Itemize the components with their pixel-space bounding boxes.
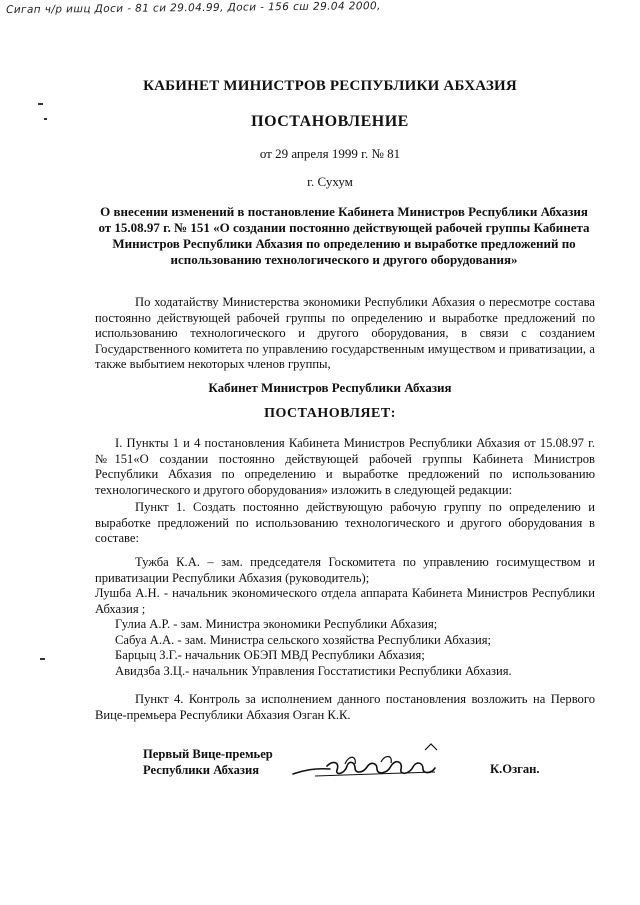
document-type: ПОСТАНОВЛЕНИЕ (251, 113, 409, 130)
position-line: Первый Вице-премьер (143, 747, 273, 761)
position-line: Республики Абхазия (143, 763, 260, 777)
item-1-paragraph (95, 436, 595, 498)
date-number: от 29 апреля 1999 г. № 81 (259, 146, 401, 161)
point-4-text: Пункт 4. Контроль за исполнением данного постановления возложить на Первого Вице-премьера Республики Абхазия Озган К.К. (95, 692, 595, 722)
member-item: Авидзба З.Ц.- начальник Управления Госстатистики Республики Абхазия. (115, 663, 512, 678)
point-1-paragraph (95, 500, 595, 547)
handwritten-note: Сигап ч/р ишц Доси - 81 си 29.04.99, Доси - 156 сш 29.04 2000, (6, 0, 381, 16)
subject-line: использованию технологического и другого оборудования» (170, 252, 518, 267)
subject-line: от 15.08.97 г. № 151 «О создании постоянно действующей рабочей группы Кабинета (98, 220, 590, 235)
point-4-paragraph (95, 692, 595, 723)
city: г. Сухум (307, 174, 353, 189)
subject-line: О внесении изменений в постановление Кабинета Министров Республики Абхазия (100, 204, 588, 219)
preamble-paragraph (95, 295, 595, 373)
margin-mark (40, 658, 45, 660)
member-item: Тужба К.А. – зам. председателя Госкомитета по управлению госимуществом и приватизации Республики Абхазия (руководитель); (95, 555, 595, 585)
point-1-text: Пункт 1. Создать постоянно действующую рабочую группу по определению и выработке предложений по использованию технологического и другого оборудования в составе: (95, 500, 595, 545)
signatory-name: К.Озган. (490, 762, 540, 776)
member-item: Сабуа А.А. - зам. Министра сельского хозяйства Республики Абхазия; (115, 632, 491, 647)
document-subject (94, 204, 594, 268)
authority-title: КАБИНЕТ МИНИСТРОВ РЕСПУБЛИКИ АБХАЗИЯ (143, 78, 517, 94)
resolves-heading: ПОСТАНОВЛЯЕТ: (264, 406, 396, 421)
margin-mark (44, 118, 47, 120)
member-item: Гулиа А.Р. - зам. Министра экономики Республики Абхазия; (115, 617, 438, 631)
signatory-position (143, 746, 273, 778)
cabinet-heading: Кабинет Министров Республики Абхазия (208, 380, 452, 395)
handwritten-signature (285, 740, 455, 785)
members-list (95, 555, 595, 679)
member-item: Лушба А.Н. - начальник экономического отдела аппарата Кабинета Министров Республики Абхазия ; (95, 586, 595, 616)
item-1-text: I. Пункты 1 и 4 постановления Кабинета Министров Республики Абхазия от 15.08.97 г. №151«О создании постоянно действующей рабочей группы Кабинета Министров Республики Абхазия по определению и выработке предложений по использованию технологического и другого оборудования» изложить в следующей редакции: (95, 436, 595, 497)
subject-line: Министров Республики Абхазия по определению и выработке предложений по (112, 236, 576, 251)
member-item: Барцыц З.Г.- начальник ОБЭП МВД Республики Абхазия; (115, 648, 425, 662)
preamble-text: По ходатайству Министерства экономики Республики Абхазия о пересмотре состава постоянно действующей рабочей группы по определению и выработке предложений по использованию технологического и другого оборудования, в связи с созданием Государственного комитета по управлению государственным имуществом и приватизации, а также выбытием некоторых членов группы, (95, 295, 595, 371)
margin-mark (38, 103, 43, 105)
